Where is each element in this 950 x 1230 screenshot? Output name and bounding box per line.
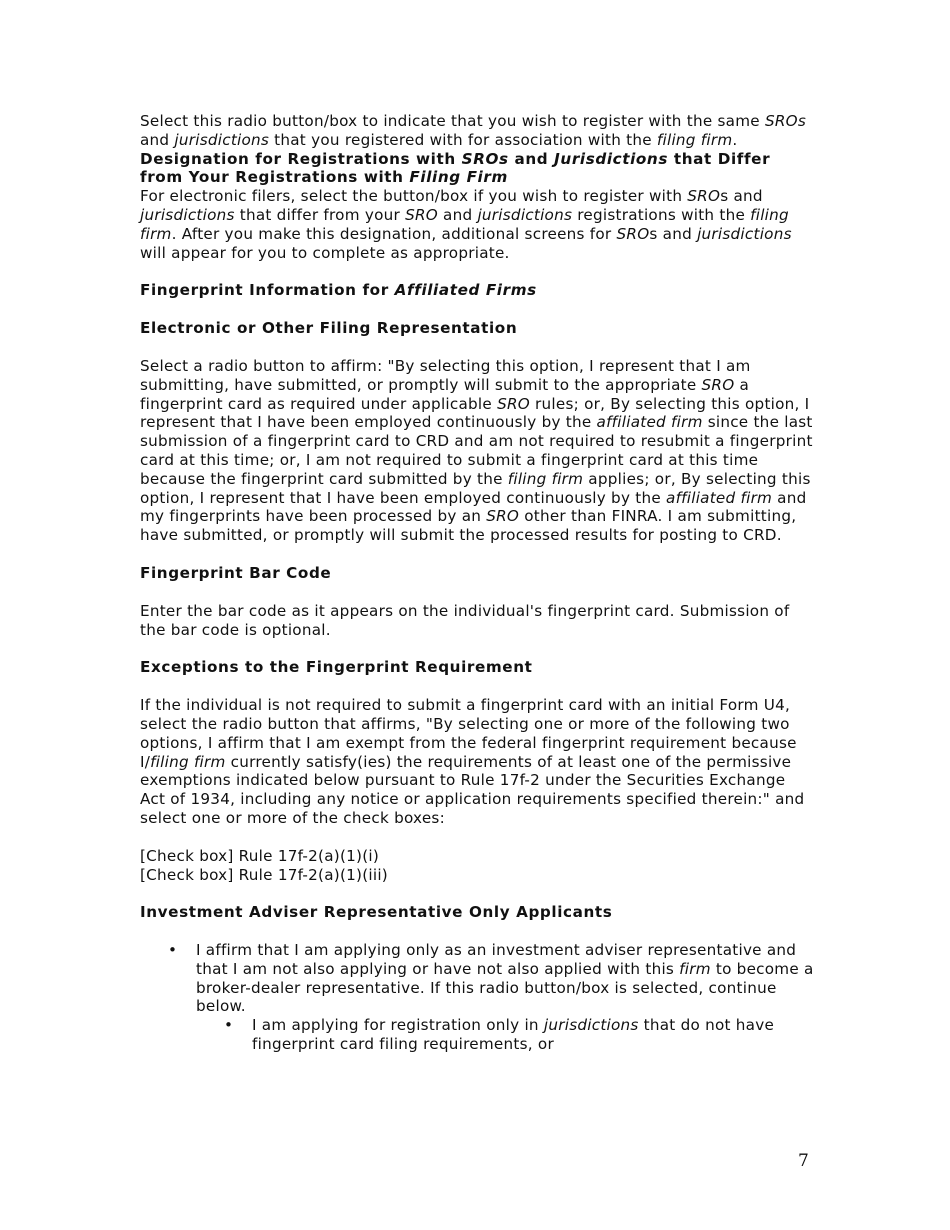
ia-only-heading: Investment Adviser Representative Only Applicants [140, 903, 613, 922]
exceptions-paragraph: If the individual is not required to submit a fingerprint card with an initial Form U4, select the radio button that affirms, "By selecting one or more of the following two options, I affirm that I am exempt from the federal fingerprint requirement because I/filing firm currently satisfy(ies) the requirements of at least one of the permissive exemptions indicated below pursuant to Rule 17f-2 under the Securities Exchange Act of 1934, including any notice or application requirements specified therein:" and select one or more of the check boxes: [140, 696, 805, 827]
checkbox-rule-i: [Check box] Rule 17f-2(a)(1)(i) [140, 846, 380, 865]
same-sros-paragraph: Select this radio button/box to indicate that you wish to register with the same SROs and jurisdictions that you registered with for association with the filing firm. [140, 112, 806, 149]
electronic-filing-paragraph: Select a radio button to affirm: "By selecting this option, I represent that I am submitting, have submitted, or promptly will submit to the appropriate SRO a fingerprint card as required under applicable SRO rules; or, By selecting this option, I represent that I have been employed continuously by the affiliated firm since the last submission of a fingerprint card to CRD and am not required to resubmit a fingerprint card at this time; or, I am not required to submit a fingerprint card at this time because the fingerprint card submitted by the filing firm applies; or, By selecting this option, I represent that I have been employed continuously by the affiliated firm and my fingerprints have been processed by an SRO other than FINRA. I am submitting, have submitted, or promptly will submit the processed results for posting to CRD. [140, 356, 813, 545]
designation-paragraph: For electronic filers, select the button/box if you wish to register with SROs and jurisdictions that differ from your SRO and jurisdictions registrations with the filing firm. After you make this designation, additional screens for SROs and jurisdictions will appear for you to complete as appropriate. [140, 187, 792, 262]
bar-code-heading: Fingerprint Bar Code [140, 563, 332, 582]
fingerprint-info-heading: Fingerprint Information for Affiliated Firms [140, 281, 537, 300]
designation-heading: Designation for Registrations with SROs and Jurisdictions that Differ from Your Registrations with Filing Firm [140, 149, 771, 187]
document-page [140, 112, 815, 1054]
exceptions-heading: Exceptions to the Fingerprint Requirement [140, 658, 533, 677]
list-item: • I am applying for registration only in jurisdictions that do not have fingerprint card filing requirements, or [140, 1016, 815, 1054]
checkbox-rule-iii: [Check box] Rule 17f-2(a)(1)(iii) [140, 865, 388, 884]
ia-only-list [140, 941, 815, 1054]
bar-code-paragraph: Enter the bar code as it appears on the individual's fingerprint card. Submission of the bar code is optional. [140, 601, 790, 639]
list-item: • I affirm that I am applying only as an investment adviser representative and that I am not also applying or have not also applied with this firm to become a broker-dealer representative. If this radio button/box is selected, continue below. [140, 941, 815, 1016]
electronic-filing-heading: Electronic or Other Filing Representation [140, 319, 518, 338]
page-number: 7 [798, 1151, 809, 1171]
